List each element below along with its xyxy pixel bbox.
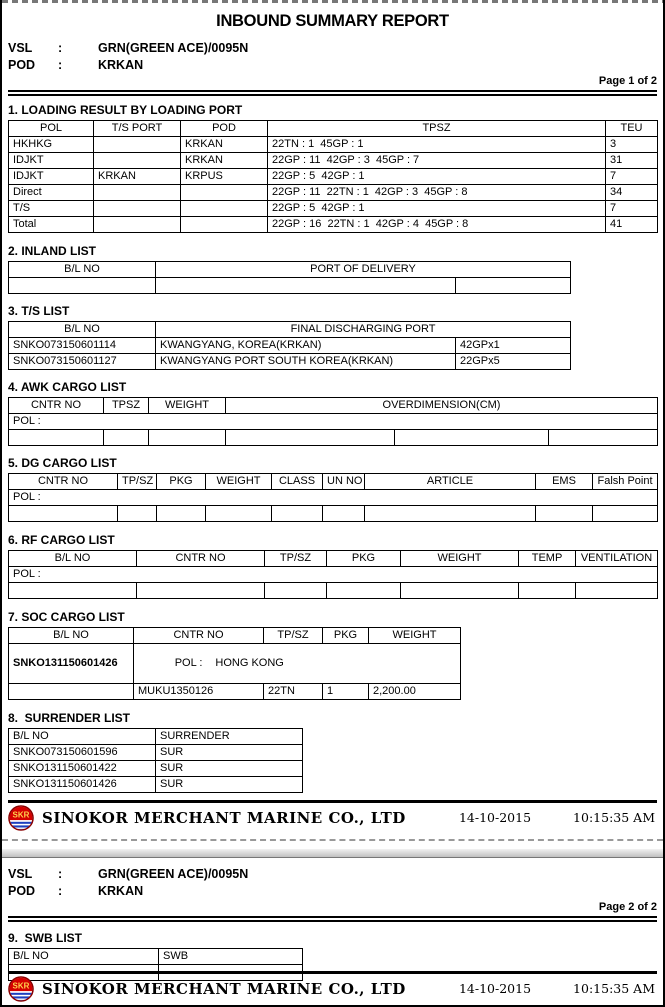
column-header: TP/SZ <box>118 474 157 490</box>
table-row <box>9 137 658 153</box>
table-cell: T/S <box>9 201 94 217</box>
column-header: PKG <box>323 628 369 644</box>
table-cell <box>181 201 268 217</box>
table-cell <box>9 278 156 294</box>
column-header: TPSZ <box>268 121 606 137</box>
table-cell <box>593 506 658 522</box>
soc-bl-row <box>9 644 461 684</box>
table-cell: 22TN : 1 45GP : 1 <box>268 137 606 153</box>
table-cell: KRKAN <box>94 169 181 185</box>
table-cell <box>395 430 549 446</box>
report-footer-page2-wrap <box>8 971 657 1002</box>
ts-list-table <box>8 321 571 370</box>
pod-colon: : <box>58 884 63 898</box>
column-header: UN NO <box>323 474 365 490</box>
column-header: EMS <box>536 474 593 490</box>
column-header: WEIGHT <box>369 628 461 644</box>
inland-header-row <box>9 262 571 278</box>
table-cell <box>137 583 265 599</box>
table-cell <box>94 201 181 217</box>
table-cell <box>9 430 104 446</box>
header-divider-page2 <box>8 916 657 922</box>
pod-row <box>8 57 657 74</box>
table-cell: 22GP : 11 42GP : 3 45GP : 7 <box>268 153 606 169</box>
pol-label: POL : <box>9 490 658 506</box>
column-header: TEU <box>606 121 658 137</box>
logo-text: SKR <box>12 810 30 819</box>
pod-row-page2 <box>8 883 657 900</box>
column-header: POL <box>9 121 94 137</box>
report-title: INBOUND SUMMARY REPORT <box>216 12 449 30</box>
ts-header-row <box>9 322 571 338</box>
column-header: CLASS <box>272 474 323 490</box>
vsl-value: GRN(GREEN ACE)/0095N <box>98 867 249 881</box>
table-cell: 3 <box>606 137 658 153</box>
page-break-line-top <box>2 0 663 3</box>
table-row <box>9 338 571 354</box>
table-cell <box>536 506 593 522</box>
section-heading-loading: 1. LOADING RESULT BY LOADING PORT <box>8 103 243 117</box>
table-cell: 22GPx5 <box>456 354 571 370</box>
column-header: SWB <box>159 949 303 965</box>
awk-empty-row <box>9 430 658 446</box>
section-heading-surrender: 8. SURRENDER LIST <box>8 711 131 725</box>
table-cell <box>94 137 181 153</box>
table-cell: KWANGYANG, KOREA(KRKAN) <box>156 338 456 354</box>
page-edge-bar <box>2 849 663 858</box>
soc-weight: 2,200.00 <box>369 684 461 700</box>
table-cell <box>157 506 206 522</box>
table-row <box>9 185 658 201</box>
column-header: T/S PORT <box>94 121 181 137</box>
dg-empty-row <box>9 506 658 522</box>
column-header: CNTR NO <box>134 628 264 644</box>
table-cell <box>94 153 181 169</box>
table-cell: SNKO131150601426 <box>9 777 156 793</box>
pod-label: POD <box>8 58 36 72</box>
column-header: OVERDIMENSION(CM) <box>226 398 658 414</box>
table-cell: 22GP : 5 42GP : 1 <box>268 201 606 217</box>
swb-header-row <box>9 949 303 965</box>
vsl-row <box>8 40 657 57</box>
report-footer-page2 <box>8 975 657 1002</box>
table-cell: 7 <box>606 169 658 185</box>
table-cell: KWANGYANG PORT SOUTH KOREA(KRKAN) <box>156 354 456 370</box>
company-name: SINOKOR MERCHANT MARINE CO., LTD <box>42 808 406 827</box>
soc-detail-row <box>9 684 461 700</box>
vsl-colon: : <box>58 41 63 55</box>
pod-label: POD <box>8 884 36 898</box>
column-header: CNTR NO <box>137 551 265 567</box>
column-header: WEIGHT <box>206 474 272 490</box>
awk-cargo-table <box>8 397 658 446</box>
table-row <box>9 354 571 370</box>
surrender-header-row <box>9 729 303 745</box>
dg-cargo-table <box>8 473 658 522</box>
section-heading-dg: 5. DG CARGO LIST <box>8 456 117 470</box>
table-cell <box>401 583 519 599</box>
column-header: WEIGHT <box>401 551 519 567</box>
soc-cargo-table <box>8 627 461 700</box>
table-cell <box>272 506 323 522</box>
column-header: B/L NO <box>9 729 156 745</box>
table-cell <box>323 506 365 522</box>
pol-label: POL : <box>9 414 658 430</box>
table-cell <box>118 506 157 522</box>
table-cell <box>181 185 268 201</box>
table-cell: SNKO073150601596 <box>9 745 156 761</box>
table-cell <box>327 583 401 599</box>
table-cell: SNKO073150601127 <box>9 354 156 370</box>
column-header: CNTR NO <box>9 398 104 414</box>
footer-date: 14-10-2015 <box>458 981 532 996</box>
dg-pol-row <box>9 490 658 506</box>
footer-time: 10:15:35 AM <box>573 810 655 825</box>
table-cell <box>519 583 576 599</box>
table-cell: 22GP : 5 42GP : 1 <box>268 169 606 185</box>
column-header: SURRENDER <box>156 729 303 745</box>
column-header: ARTICLE <box>365 474 536 490</box>
column-header: TEMP <box>519 551 576 567</box>
vsl-colon: : <box>58 867 63 881</box>
table-cell <box>456 278 571 294</box>
soc-bl-no: SNKO131150601426 <box>9 644 134 684</box>
table-cell: SUR <box>156 745 303 761</box>
table-cell: KRKAN <box>181 137 268 153</box>
table-cell: KRKAN <box>181 153 268 169</box>
soc-cntr-no: MUKU1350126 <box>134 684 264 700</box>
rf-pol-row <box>9 567 658 583</box>
column-header: B/L NO <box>9 262 156 278</box>
table-cell: Direct <box>9 185 94 201</box>
table-cell <box>94 185 181 201</box>
footer-divider <box>8 800 657 803</box>
vsl-label: VSL <box>8 867 33 881</box>
column-header: Falsh Point <box>593 474 658 490</box>
pol-label: POL : <box>9 567 658 583</box>
column-header: CNTR NO <box>9 474 118 490</box>
table-cell: HKHKG <box>9 137 94 153</box>
table-cell: SNKO131150601422 <box>9 761 156 777</box>
table-cell <box>9 684 134 700</box>
loading-header-row <box>9 121 658 137</box>
section-heading-inland: 2. INLAND LIST <box>8 244 97 258</box>
column-header: VENTILATION <box>576 551 658 567</box>
inland-empty-row <box>9 278 571 294</box>
table-cell: Total <box>9 217 94 233</box>
column-header: B/L NO <box>9 949 159 965</box>
footer-divider-page2 <box>8 971 657 974</box>
column-header: PORT OF DELIVERY <box>156 262 571 278</box>
column-header: B/L NO <box>9 628 134 644</box>
table-cell: 7 <box>606 201 658 217</box>
page-break-line <box>2 839 663 841</box>
soc-pol-cell <box>134 644 461 684</box>
table-row <box>9 761 303 777</box>
column-header: B/L NO <box>9 322 156 338</box>
page-indicator-page2: Page 2 of 2 <box>598 901 657 913</box>
table-cell: IDJKT <box>9 169 94 185</box>
soc-tpsz: 22TN <box>264 684 323 700</box>
soc-pol-value: HONG KONG <box>215 657 284 669</box>
vsl-row-page2 <box>8 866 657 883</box>
company-name: SINOKOR MERCHANT MARINE CO., LTD <box>42 979 406 998</box>
table-row <box>9 169 658 185</box>
column-header: TP/SZ <box>264 628 323 644</box>
table-cell: SNKO073150601114 <box>9 338 156 354</box>
table-cell: 31 <box>606 153 658 169</box>
sinokor-logo-icon <box>8 976 34 1002</box>
table-cell: 41 <box>606 217 658 233</box>
table-cell <box>365 506 536 522</box>
column-header: PKG <box>157 474 206 490</box>
pod-colon: : <box>58 58 63 72</box>
table-cell: SUR <box>156 761 303 777</box>
vsl-value: GRN(GREEN ACE)/0095N <box>98 41 249 55</box>
table-cell <box>9 583 137 599</box>
table-cell <box>181 217 268 233</box>
inland-list-table <box>8 261 571 294</box>
soc-header-row <box>9 628 461 644</box>
section-heading-rf: 6. RF CARGO LIST <box>8 533 115 547</box>
table-cell <box>149 430 226 446</box>
column-header: TP/SZ <box>265 551 327 567</box>
loading-result-table <box>8 120 658 233</box>
column-header: FINAL DISCHARGING PORT <box>156 322 571 338</box>
section-heading-swb: 9. SWB LIST <box>8 931 83 945</box>
table-cell <box>104 430 149 446</box>
table-row <box>9 217 658 233</box>
awk-header-row <box>9 398 658 414</box>
table-cell: 22GP : 16 22TN : 1 42GP : 4 45GP : 8 <box>268 217 606 233</box>
surrender-list-table <box>8 728 303 793</box>
section-heading-soc: 7. SOC CARGO LIST <box>8 610 125 624</box>
soc-pkg: 1 <box>323 684 369 700</box>
report-footer <box>8 804 657 831</box>
table-cell: SUR <box>156 777 303 793</box>
column-header: POD <box>181 121 268 137</box>
rf-header-row <box>9 551 658 567</box>
table-cell <box>549 430 658 446</box>
page-indicator: Page 1 of 2 <box>598 75 657 87</box>
table-cell <box>94 217 181 233</box>
table-cell: 34 <box>606 185 658 201</box>
table-cell <box>206 506 272 522</box>
column-header: TPSZ <box>104 398 149 414</box>
pod-value: KRKAN <box>98 884 144 898</box>
table-cell <box>156 278 456 294</box>
vsl-label: VSL <box>8 41 33 55</box>
table-cell: IDJKT <box>9 153 94 169</box>
table-cell <box>576 583 658 599</box>
header-divider <box>8 90 657 96</box>
section-heading-awk: 4. AWK CARGO LIST <box>8 380 127 394</box>
sinokor-logo-icon <box>8 805 34 831</box>
logo-text: SKR <box>12 981 30 990</box>
table-row <box>9 153 658 169</box>
rf-empty-row <box>9 583 658 599</box>
table-cell: 22GP : 11 22TN : 1 42GP : 3 45GP : 8 <box>268 185 606 201</box>
rf-cargo-table <box>8 550 658 599</box>
column-header: PKG <box>327 551 401 567</box>
footer-date: 14-10-2015 <box>458 810 532 825</box>
table-cell <box>226 430 395 446</box>
pol-label: POL : <box>174 657 203 669</box>
awk-pol-row <box>9 414 658 430</box>
table-row <box>9 745 303 761</box>
footer-time: 10:15:35 AM <box>573 981 655 996</box>
column-header: B/L NO <box>9 551 137 567</box>
section-heading-ts: 3. T/S LIST <box>8 304 70 318</box>
table-cell <box>265 583 327 599</box>
table-cell: 42GPx1 <box>456 338 571 354</box>
column-header: WEIGHT <box>149 398 226 414</box>
pod-value: KRKAN <box>98 58 144 72</box>
table-cell <box>9 506 118 522</box>
table-row <box>9 777 303 793</box>
table-cell: KRPUS <box>181 169 268 185</box>
dg-header-row <box>9 474 658 490</box>
table-row <box>9 201 658 217</box>
